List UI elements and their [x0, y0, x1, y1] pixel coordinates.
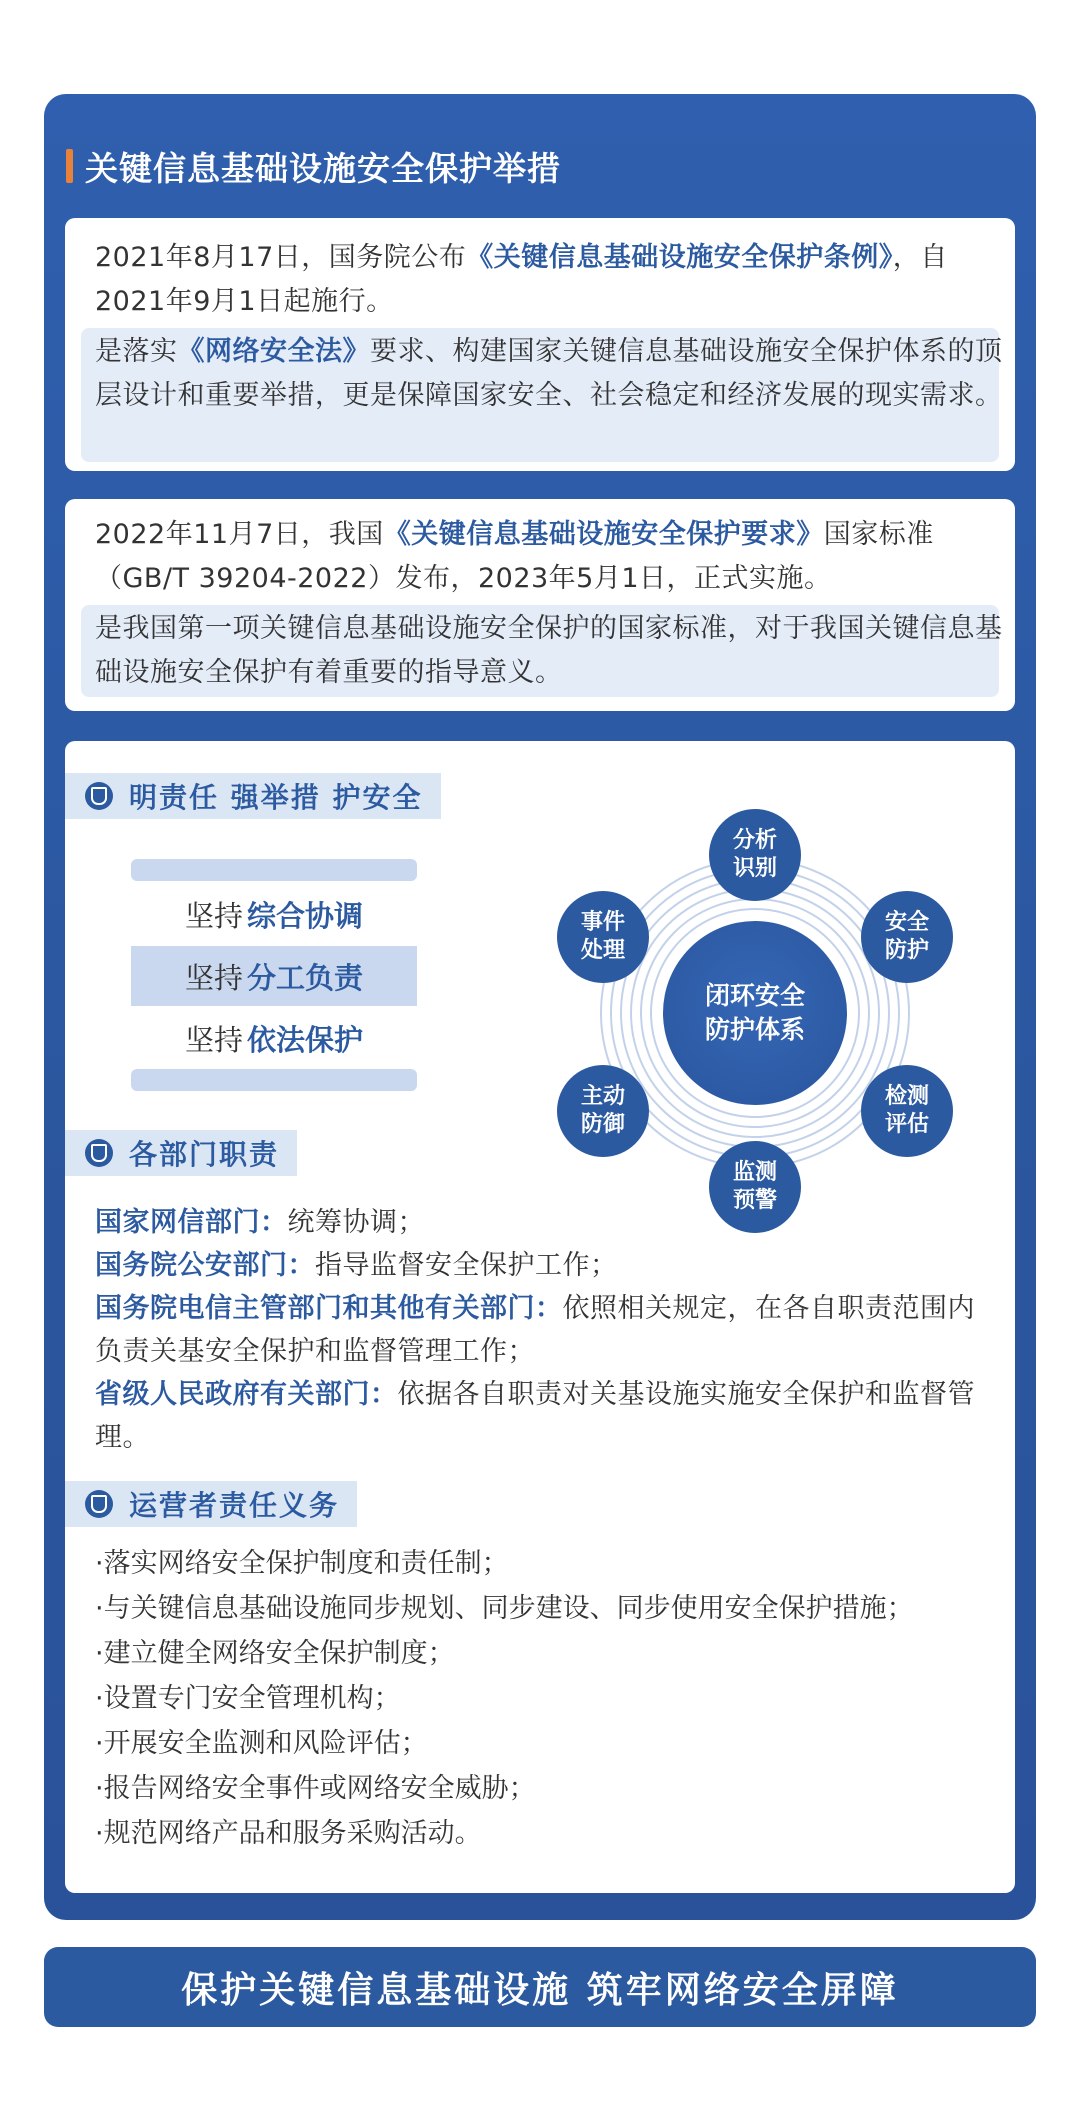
main-title-text: 关键信息基础设施安全保护举措 — [85, 148, 561, 188]
standard-date-text: 2022年11月7日，我国 — [95, 519, 384, 550]
principle-item — [131, 1008, 417, 1068]
principles-top-bar — [131, 859, 417, 881]
duty-item — [95, 1373, 985, 1459]
significance-prefix: 是落实 — [95, 336, 178, 367]
list-item: ·规范网络产品和服务采购活动。 — [95, 1818, 482, 1849]
cycle-node-label: 事件处理 — [580, 910, 625, 963]
list-item: ·与关键信息基础设施同步规划、同步建设、同步使用安全保护措施； — [95, 1593, 914, 1624]
principle-key: 依法保护 — [247, 1022, 364, 1057]
duty-dept: 国务院电信主管部门和其他有关部门： — [95, 1293, 563, 1324]
section-heading-label: 明责任 强举措 护安全 — [129, 781, 423, 814]
duty-dept: 省级人民政府有关部门： — [95, 1379, 398, 1410]
significance-text: 要求、构建国家关键信息基础设施安全保护体系的顶层设计和重要举措，更是保障国家安全、社会稳定和经济发展的现实需求。 — [95, 336, 1003, 411]
regulation-effective-text: ，自2021年9月1日起施行。 — [95, 242, 948, 317]
closed-loop-diagram — [545, 803, 965, 1223]
principle-key: 综合协调 — [247, 898, 364, 933]
list-item: ·报告网络安全事件或网络安全威胁； — [95, 1773, 536, 1804]
measures-card — [65, 741, 1015, 1893]
duty-dept: 国家网信部门： — [95, 1207, 288, 1238]
standard-name: 《关键信息基础设施安全保护要求》 — [383, 519, 824, 550]
principle-prefix: 坚持 — [184, 960, 243, 995]
duty-item — [95, 1201, 985, 1244]
principle-prefix: 坚持 — [184, 898, 243, 933]
duty-item — [95, 1244, 985, 1287]
operator-obligations-list — [95, 1541, 995, 1856]
cycle-center — [663, 921, 847, 1105]
cycle-node-label: 安全防护 — [884, 910, 929, 963]
regulation-name: 《关键信息基础设施安全保护条例》 — [466, 242, 893, 273]
duty-text: 指导监督安全保护工作； — [315, 1250, 618, 1281]
principles-bottom-bar — [131, 1069, 417, 1091]
title-accent-bar — [66, 149, 73, 183]
standard-highlight — [81, 605, 1003, 697]
list-item: ·落实网络安全保护制度和责任制； — [95, 1548, 509, 1579]
regulation-highlight — [81, 328, 1003, 462]
shield-icon — [85, 1490, 113, 1518]
principle-item — [131, 884, 417, 944]
section-heading-departments — [65, 1130, 297, 1176]
list-item: ·建立健全网络安全保护制度； — [95, 1638, 455, 1669]
cycle-node-label: 主动防御 — [580, 1084, 625, 1137]
standard-intro — [95, 513, 985, 601]
principles-list — [131, 859, 417, 1091]
cycle-node — [861, 1065, 953, 1157]
cycle-node — [557, 1065, 649, 1157]
main-title — [66, 146, 561, 186]
cycle-node — [861, 891, 953, 983]
law-name: 《网络安全法》 — [177, 336, 370, 367]
section-heading-label: 各部门职责 — [129, 1138, 280, 1171]
duty-text: 依据各自职责对关基设施实施安全保护和监督管理。 — [95, 1379, 975, 1453]
section-heading-label: 运营者责任义务 — [129, 1489, 340, 1522]
shield-icon — [85, 782, 113, 810]
list-item: ·设置专门安全管理机构； — [95, 1683, 401, 1714]
duty-text: 依照相关规定，在各自职责范围内负责关基安全保护和监督管理工作； — [95, 1293, 975, 1367]
regulation-card — [65, 218, 1015, 471]
regulation-intro — [95, 236, 985, 324]
cycle-node-label: 监测预警 — [732, 1160, 777, 1213]
regulation-date-text: 2021年8月17日，国务院公布 — [95, 242, 467, 273]
regulation-significance — [95, 330, 1013, 418]
duty-text: 统筹协调； — [287, 1207, 425, 1238]
section-heading-responsibility — [65, 773, 441, 819]
footer-slogan: 保护关键信息基础设施 筑牢网络安全屏障 — [44, 1947, 1036, 2027]
duty-dept: 国务院公安部门： — [95, 1250, 315, 1281]
standard-significance: 是我国第一项关键信息基础设施安全保护的国家标准，对于我国关键信息基础设施安全保护有着重要的指导意义。 — [95, 613, 1003, 688]
cycle-node-label: 检测评估 — [884, 1084, 929, 1137]
cycle-node — [709, 809, 801, 901]
shield-icon — [85, 1139, 113, 1167]
principle-item — [131, 946, 417, 1006]
cycle-node — [557, 891, 649, 983]
cycle-node-label: 分析识别 — [732, 828, 777, 881]
duty-item — [95, 1287, 985, 1373]
standard-card — [65, 499, 1015, 711]
principle-key: 分工负责 — [247, 960, 364, 995]
list-item: ·开展安全监测和风险评估； — [95, 1728, 428, 1759]
principle-prefix: 坚持 — [184, 1022, 243, 1057]
standard-release-text: 国家标准（GB/T 39204-2022）发布，2023年5月1日，正式实施。 — [95, 519, 934, 594]
cycle-center-label: 闭环安全防护体系 — [704, 981, 805, 1044]
section-heading-operators — [65, 1481, 357, 1527]
